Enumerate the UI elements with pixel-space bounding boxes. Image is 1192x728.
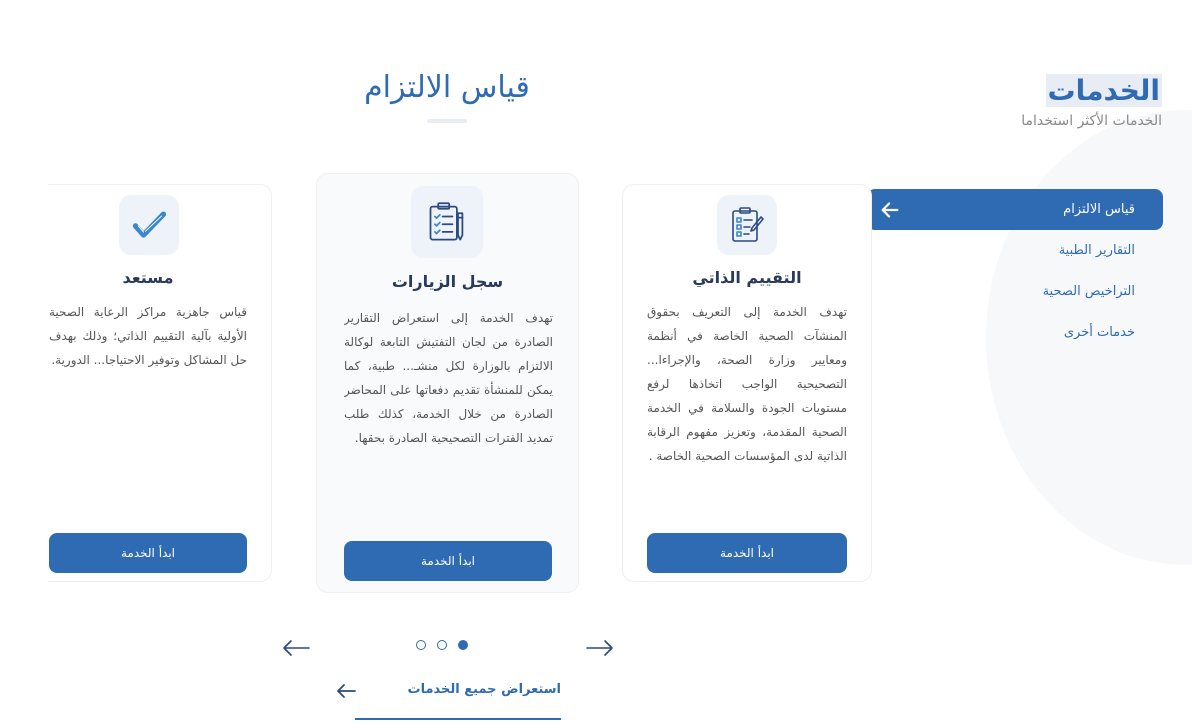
tab-label: خدمات أخرى (1063, 325, 1135, 340)
card-icon-box (411, 186, 483, 258)
tab-medical-reports[interactable] (867, 230, 1163, 271)
view-all-services-link[interactable] (355, 676, 561, 720)
carousel-next-arrow-icon[interactable] (585, 636, 615, 660)
carousel-title: قياس الالتزام (364, 70, 530, 105)
tab-other-services[interactable] (867, 312, 1163, 353)
section-title: الخدمات (1047, 74, 1160, 107)
arrow-left-icon (879, 199, 901, 221)
section-subtitle: الخدمات الأكثر استخداما (1021, 113, 1162, 129)
card-description: تهدف الخدمة إلى التعريف بحقوق المنشآت الصحية الخاصة في أنظمة ومعايير وزارة الصحة، والإجراءا... التصحيحية الواجب اتخاذها لرفع مستويات الجودة والسلامة في الخدمة الصحية المقدمة، وتعزيز مفهوم الرقابة الذاتية لدى المؤسسات الصحية الخاصة . (647, 305, 847, 463)
check-mark-icon (131, 207, 167, 243)
tab-label: التقارير الطبية (1058, 243, 1135, 258)
clipboard-checklist-pen-icon (727, 205, 767, 245)
card-icon-box (717, 195, 777, 255)
carousel-pagination (416, 640, 468, 650)
title-underline (427, 119, 467, 123)
card-icon-box (119, 195, 179, 255)
pagination-dot[interactable] (437, 640, 447, 650)
card-description: قياس جاهزية مراكز الرعاية الصحية الأولية بآلية التقييم الذاتي؛ وذلك بهدف حل المشاكل وتوفير الاحتياجا... الدورية. (49, 305, 247, 367)
service-tabs (867, 189, 1163, 353)
tab-compliance-measurement[interactable] (867, 189, 1163, 230)
tab-label: قياس الالتزام (1063, 202, 1135, 217)
pagination-dot-active[interactable] (458, 640, 468, 650)
view-all-label: استعراض جميع الخدمات (407, 682, 561, 697)
start-service-button[interactable]: ابدأ الخدمة (344, 541, 552, 581)
card-title: التقييم الذاتي (692, 268, 802, 287)
service-card-readiness (24, 184, 272, 582)
arrow-left-icon (335, 682, 357, 700)
start-service-button[interactable]: ابدأ الخدمة (647, 533, 847, 573)
service-card-visits-log (316, 173, 579, 593)
tab-health-licenses[interactable] (867, 271, 1163, 312)
clipboard-list-pencil-icon (425, 200, 469, 244)
pagination-dot[interactable] (416, 640, 426, 650)
service-card-self-assessment (622, 184, 872, 582)
carousel-prev-arrow-icon[interactable] (281, 636, 311, 660)
card-description: تهدف الخدمة إلى استعراض التقارير الصادرة من لجان التفتيش التابعة لوكالة الالتزام بالوزارة لكل منشـ... طبية، كما يمكن للمنشأة تقديم دفعاتها على المحاضر الصادرة من خلال الخدمة، كذلك طلب تمديد الفترات التصحيحية الصادرة بحقها. (344, 311, 553, 445)
start-service-button[interactable]: ابدأ الخدمة (49, 533, 247, 573)
card-title: سجل الزيارات (391, 272, 504, 291)
tab-label: التراخيص الصحية (1042, 284, 1135, 299)
carousel-edge-mask (0, 175, 48, 595)
card-title: مستعد (122, 268, 174, 287)
